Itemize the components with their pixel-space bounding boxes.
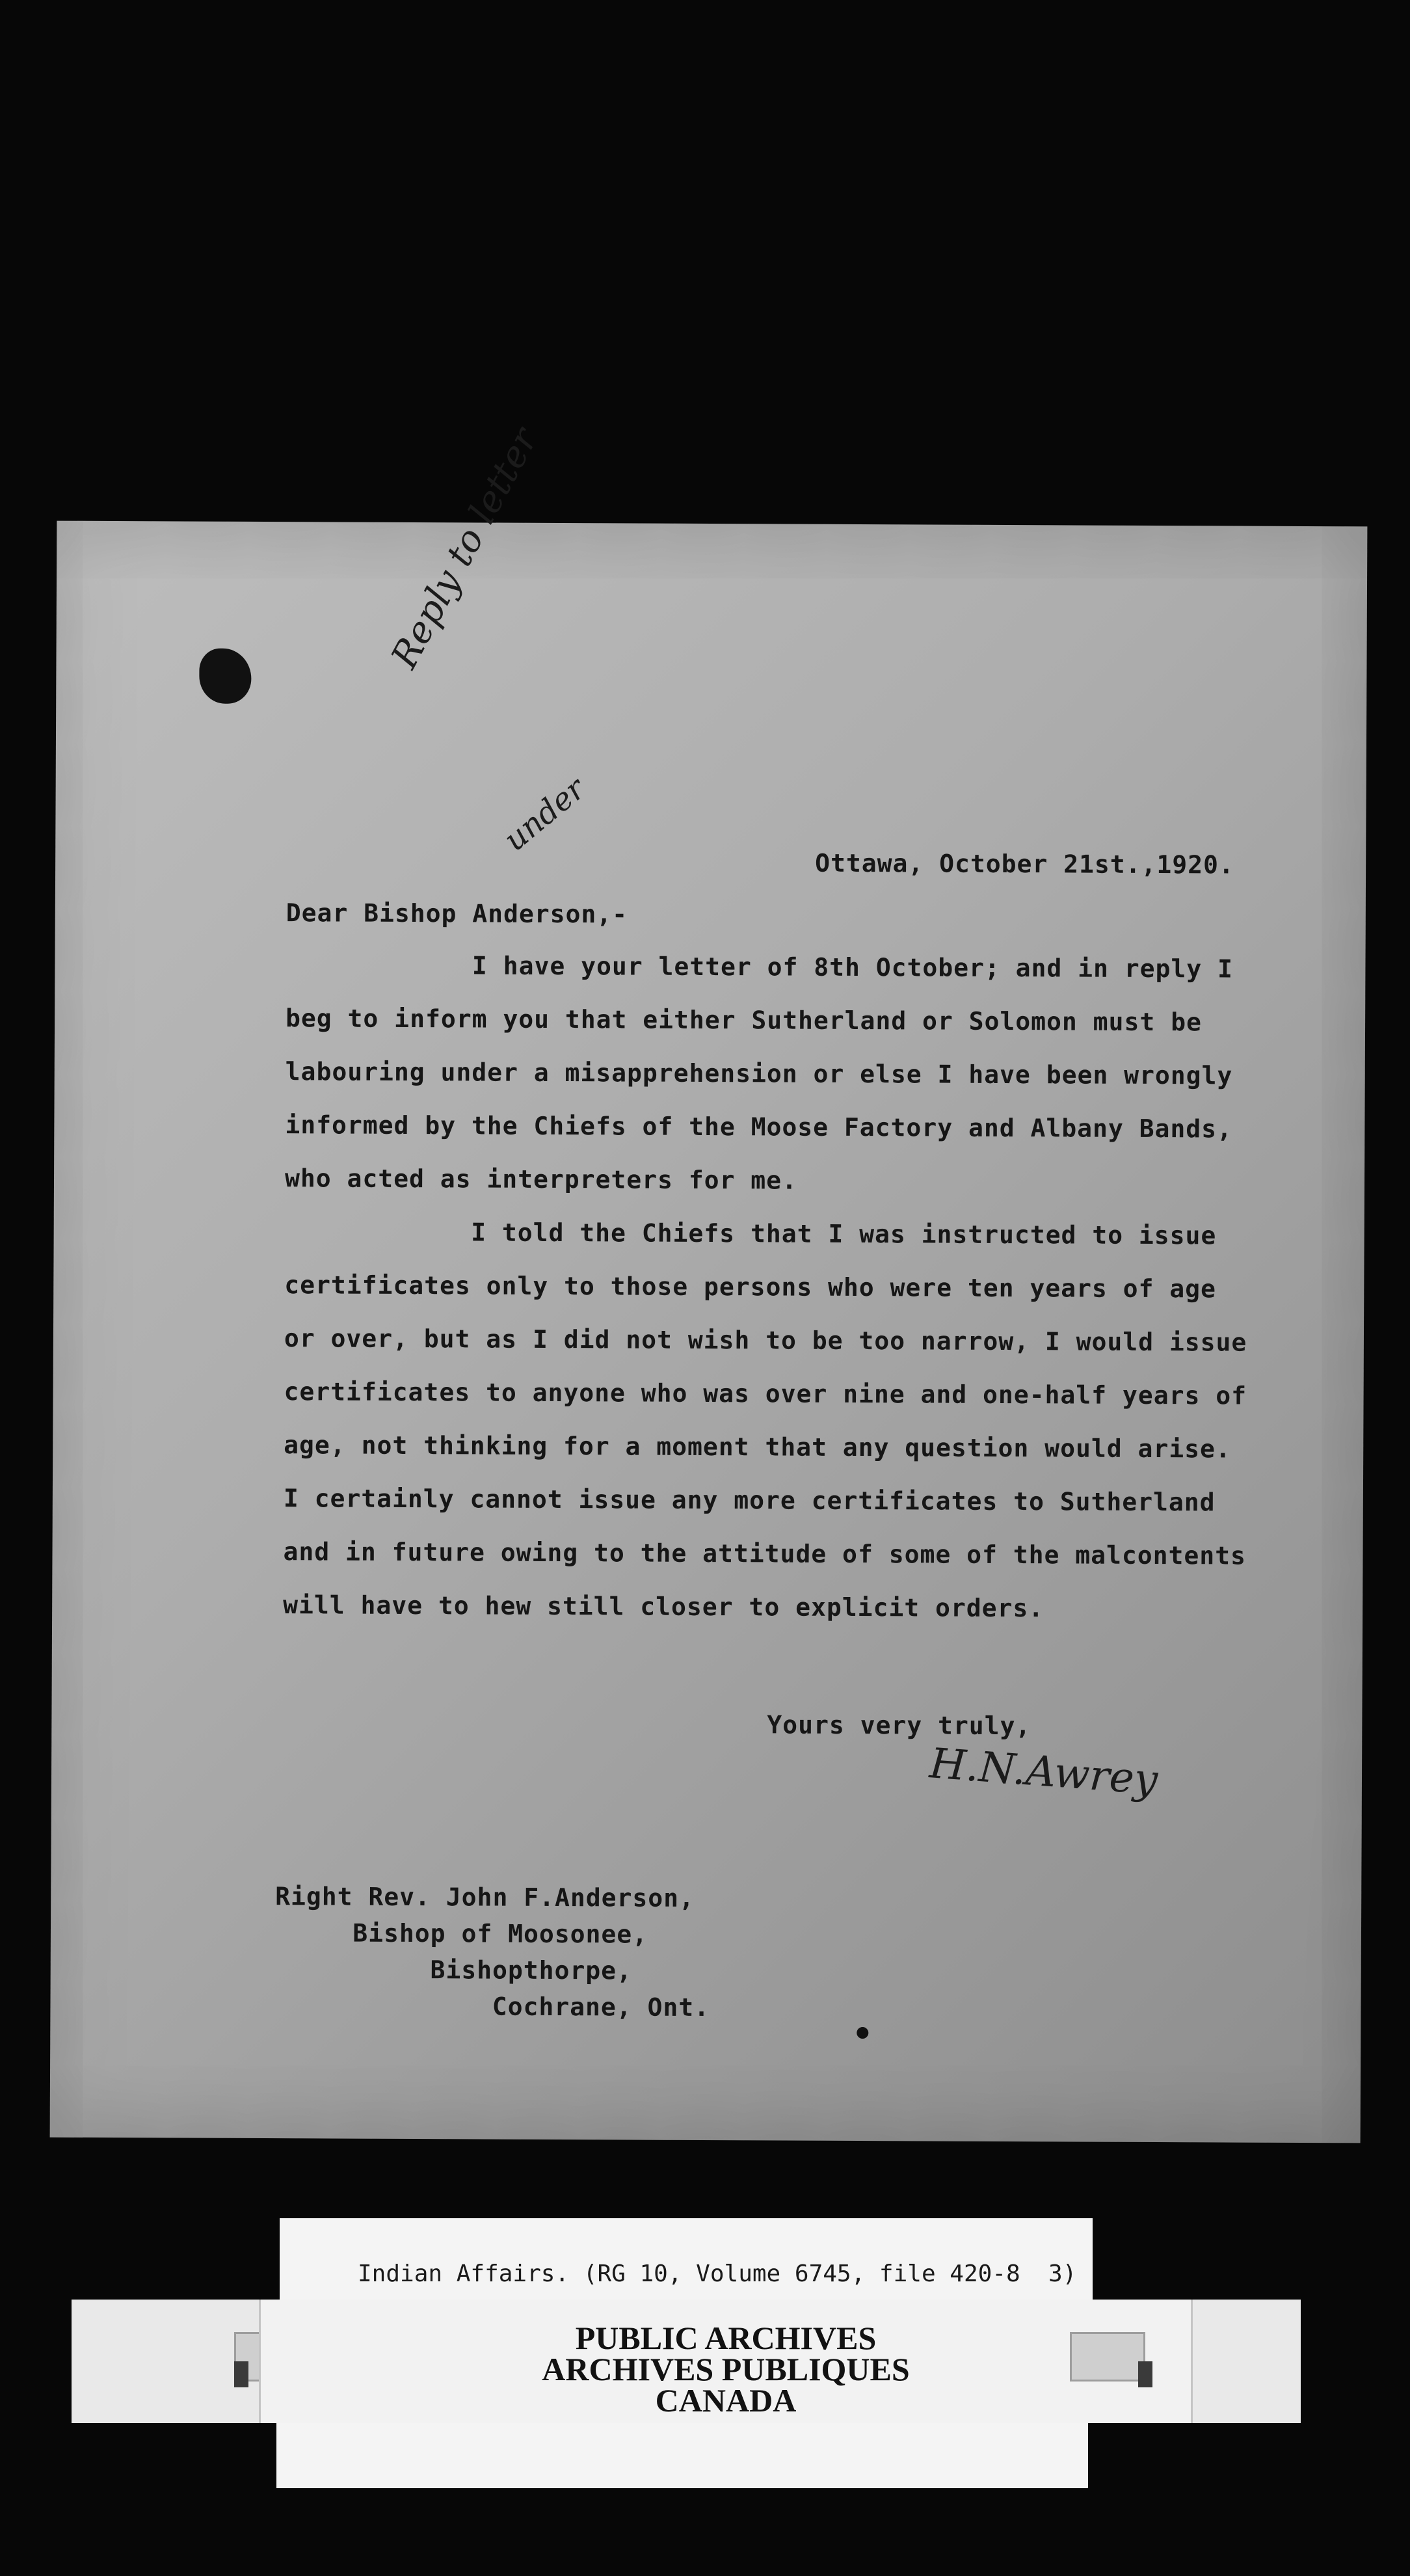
letter-page [50,421,1368,2143]
film-notch-right [1138,2361,1152,2387]
punch-hole [199,649,251,704]
body-line: who acted as interpreters for me. [284,1164,798,1195]
archive-caption: Indian Affairs. (RG 10, Volume 6745, file 420-8 3) [358,2261,1077,2287]
body-line: certificates only to those persons who were ten years of age [284,1270,1217,1304]
stamp-line-french: ARCHIVES PUBLIQUES [542,2351,910,2387]
body-line: age, not thinking for a moment that any question would arise. [284,1430,1231,1464]
address-line: Right Rev. John F.Anderson, [275,1882,695,1912]
body-line: I have your letter of 8th October; and in reply I [286,950,1234,984]
body-line: informed by the Chiefs of the Moose Factory and Albany Bands, [285,1110,1233,1144]
archive-stamp [259,2300,1193,2423]
film-tab-right [1070,2332,1145,2381]
film-notch-left [234,2361,248,2387]
bottom-strip [276,2423,1088,2488]
body-line: will have to hew still closer to explicit orders. [283,1590,1044,1623]
body-line: certificates to anyone who was over nine and one-half years of [284,1377,1247,1410]
letter-date: Ottawa, October 21st.,1920. [815,848,1234,879]
archive-stamp-band [72,2300,1301,2423]
address-line: Bishopthorpe, [274,1955,633,1985]
closing: Yours very truly, [767,1710,1031,1741]
body-line: labouring under a misapprehension or else I have been wrongly [285,1057,1233,1090]
stamp-line-english: PUBLIC ARCHIVES [575,2320,877,2356]
body-line: I certainly cannot issue any more certificates to Sutherland [283,1484,1216,1517]
address-line: Bishop of Moosonee, [274,1918,648,1949]
handwritten-note-line-1: Reply to letter [383,421,546,676]
body-line: or over, but as I did not wish to be too narrow, I would issue [284,1324,1247,1357]
salutation: Dear Bishop Anderson,- [286,898,628,929]
stamp-line-country: CANADA [655,2382,797,2419]
ink-dot [857,2027,868,2039]
caption-strip [280,2218,1093,2303]
body-line: I told the Chiefs that I was instructed to issue [284,1217,1217,1250]
address-line: Cochrane, Ont. [274,1991,710,2022]
body-line: and in future owing to the attitude of some of the malcontents [283,1537,1247,1570]
signature: H.N.Awrey [927,1739,1160,1805]
body-line: beg to inform you that either Sutherland or Solomon must be [286,1004,1202,1037]
handwritten-note-line-2: under [497,770,592,859]
